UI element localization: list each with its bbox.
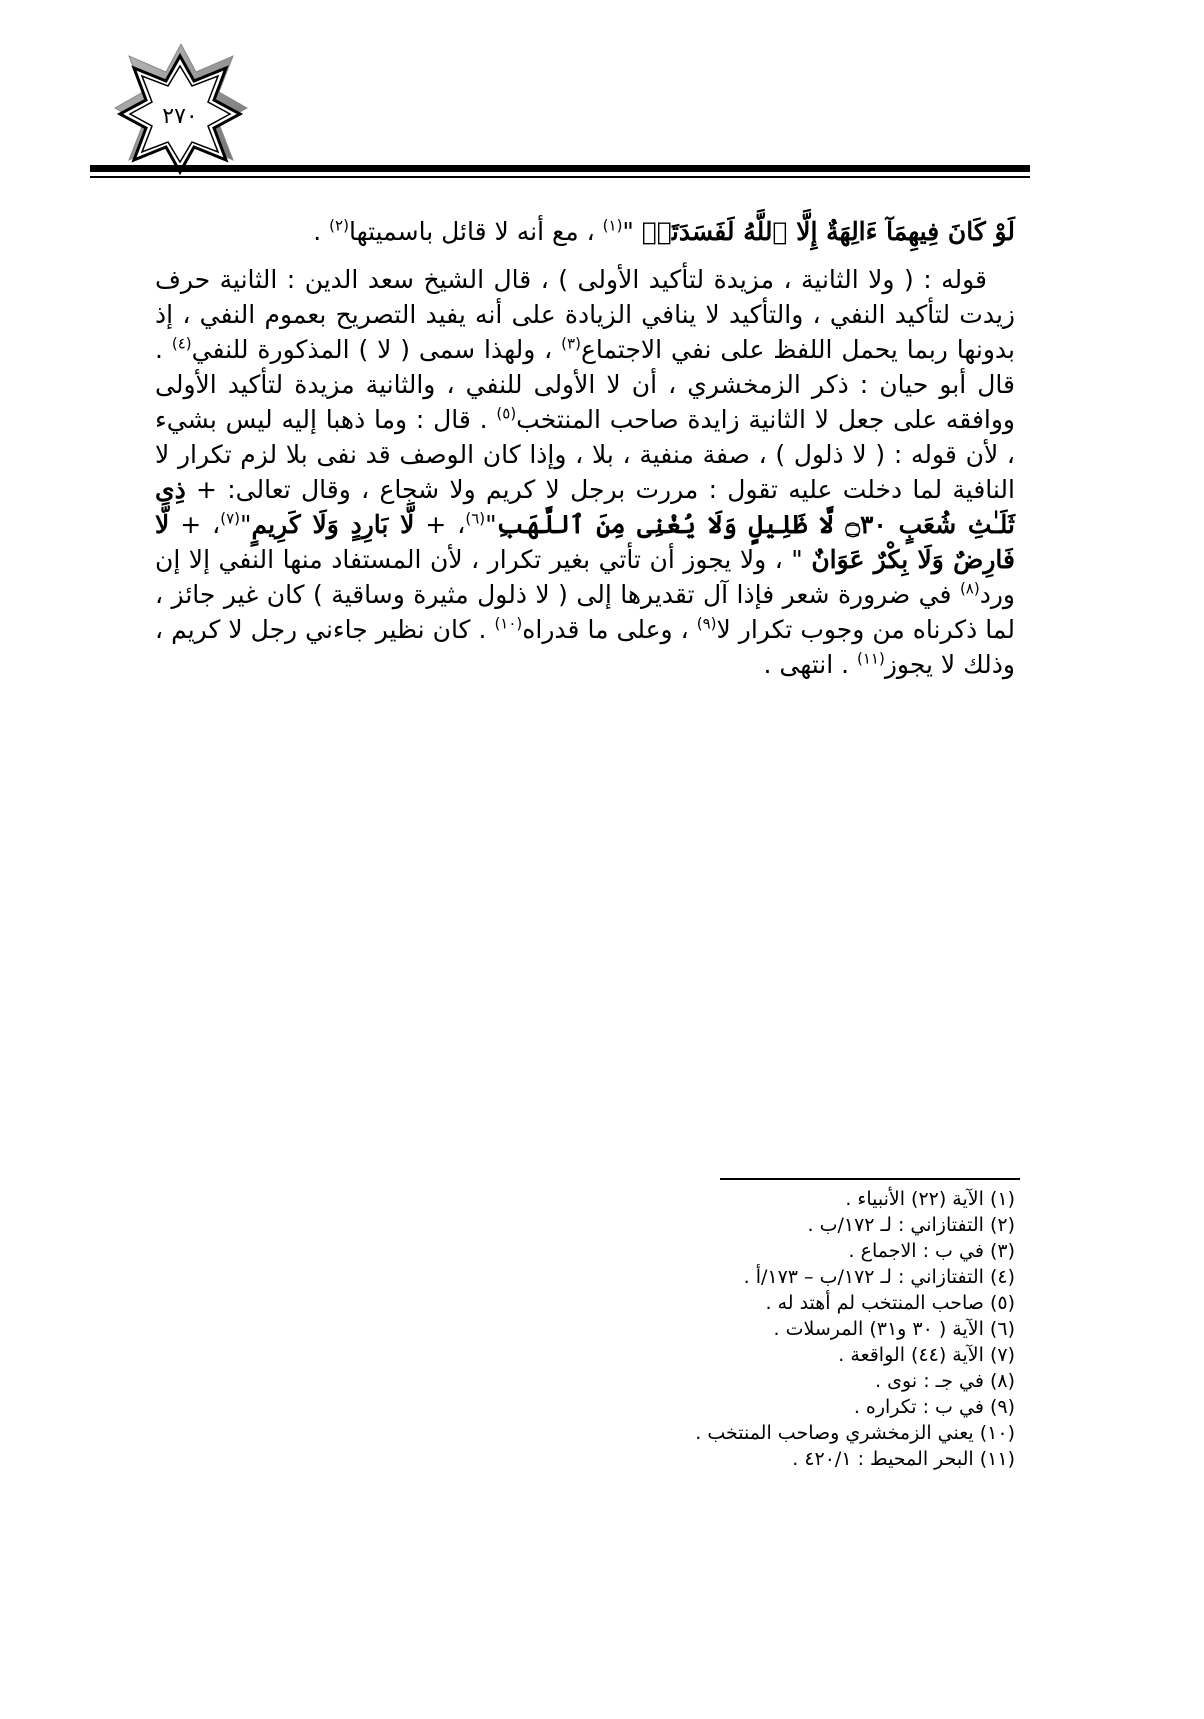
footnote-ref-1: (١) [602,216,623,235]
quran-verse: ذِى ثَلَـٰثِ شُعَبٍ ۝٣٠ لَّا ظَلِيلٍ وَلَا يُغْنِى مِنَ ٱللَّهَبِ [155,475,1015,539]
footnote-item: (١) الآية (٢٢) الأنبياء . [845,1188,1015,1210]
quote-mark: " [622,217,634,246]
header-rule-thick [90,165,1030,172]
footnote-item: (٨) في جـ : نوى . [875,1370,1015,1392]
footnote-ref-5: (٥) [496,404,517,423]
footnote-separator [720,1178,1020,1180]
footnote-item: (٩) في ب : تكراره . [853,1396,1015,1418]
footnote-ref-4: (٤) [171,334,192,353]
footnote-item: (١١) البحر المحيط : ٤٢٠/١ . [792,1448,1015,1470]
star-frame-icon [105,44,255,179]
footnote-item: (٣) في ب : الاجماع . [848,1240,1015,1262]
quran-verse: لَوْ كَانَ فِيهِمَآ ءَالِهَةٌ إِلَّا ٱللَّهُ لَفَسَدَتَاۚ [641,217,1015,246]
footnote-ref-7: (٧) [220,509,241,528]
main-paragraph: قوله : ( ولا الثانية ، مزيدة لتأكيد الأولى ) ، قال الشيخ سعد الدين : الثانية حرف زيدت لتأكيد النفي ، والتأكيد لا ينافي الزيادة على أنه يفيد التصريح بعموم النفي ، إذ بدونها ربما يحمل اللفظ على نفي الاجتماع$^{(٣)}$ ، ولهذا سمى ( لا ) المذكورة للنفي$^{(٤)}$ . قال أبو حيان : ذكر الزمخشري ، أن لا الأولى للنفي ، والثانية مزيدة لتأكيد الأولى ووافقه على جعل لا الثانية زايدة صاحب المنتخب$^{(٥)}$ . قال : وما ذهبا إليه ليس بشيء ، لأن قوله : ( لا ذلول ) ، صفة منفية ، بلا ، وإذا كان الوصف قد نفى بلا لزم تكرار لا النافية لما دخلت عليه تقول : مررت برجل لا كريم ولا شجاع ، وقال تعالى: + ذِى ثَلَـٰثِ شُعَبٍ ۝٣٠ لَّا ظَلِيلٍ وَلَا يُغْنِى مِنَ ٱللَّهَبِ"$^{(٦)}$، + لَّا بَارِدٍ وَلَا كَرِيمٍ"$^{(٧)}$، + لَّا فَارِضٌ وَلَا بِكْرٌ عَوَانٌ " ، ولا يجوز أن تأتي بغير تكرار ، لأن المستفاد منها النفي إلا إن ورد$^{(٨)}$ في ضرورة شعر فإذا آل تقديرها إلى ( لا ذلول مثيرة وساقية ) كان غير جائز ، لما ذكرناه من وجوب تكرار لا$^{(٩)}$ ، وعلى ما قدراه$^{(١٠)}$ . كان نظير جاءني رجل لا كريم ، وذلك لا يجوز$^{(١١)}$ . انتهى . [155,265,1015,679]
footnote-item: (٥) صاحب المنتخب لم أهتد له . [765,1292,1015,1314]
header-rule-thin [90,176,1030,178]
quote-text: ، مع أنه لا قائل باسميتها [348,217,603,246]
footnote-ref-6: (٦) [465,509,486,528]
footnote-list [500,1186,1015,1472]
footnote-ref-3: (٣) [561,334,581,353]
quote-line: لَوْ كَانَ فِيهِمَآ ءَالِهَةٌ إِلَّا ٱللَّهُ لَفَسَدَتَاۚ "$^{(١)}$ ، مع أنه لا قائل باسميتها$^{(٢)}$ . [313,216,1015,246]
quran-verse: لَّا فَارِضٌ وَلَا بِكْرٌ عَوَانٌ [155,510,1015,574]
footnote-ref-10: (١٠) [494,614,523,633]
footnote-ref-11: (١١) [857,649,885,668]
footnote-item: (٦) الآية ( ٣٠ و٣١) المرسلات . [773,1318,1015,1340]
footnote-item: (٢) التفتازاني : لـ ١٧٢/ب . [807,1214,1015,1236]
page-number: ٢٧٠ [162,104,198,129]
footnote-item: (٤) التفتازاني : لـ ١٧٢/ب – ١٧٣/أ . [743,1266,1015,1288]
footnote-item: (١٠) يعني الزمخشري وصاحب المنتخب . [695,1422,1015,1444]
footnote-ref-2: (٢) [329,216,349,235]
footnote-ref-8: (٨) [959,579,980,598]
footnote-item: (٧) الآية (٤٤) الواقعة . [838,1344,1015,1366]
footnote-ref-9: (٩) [696,614,717,633]
page-number-badge [105,44,255,179]
quran-verse: لَّا بَارِدٍ وَلَا كَرِيمٍ [251,510,415,539]
